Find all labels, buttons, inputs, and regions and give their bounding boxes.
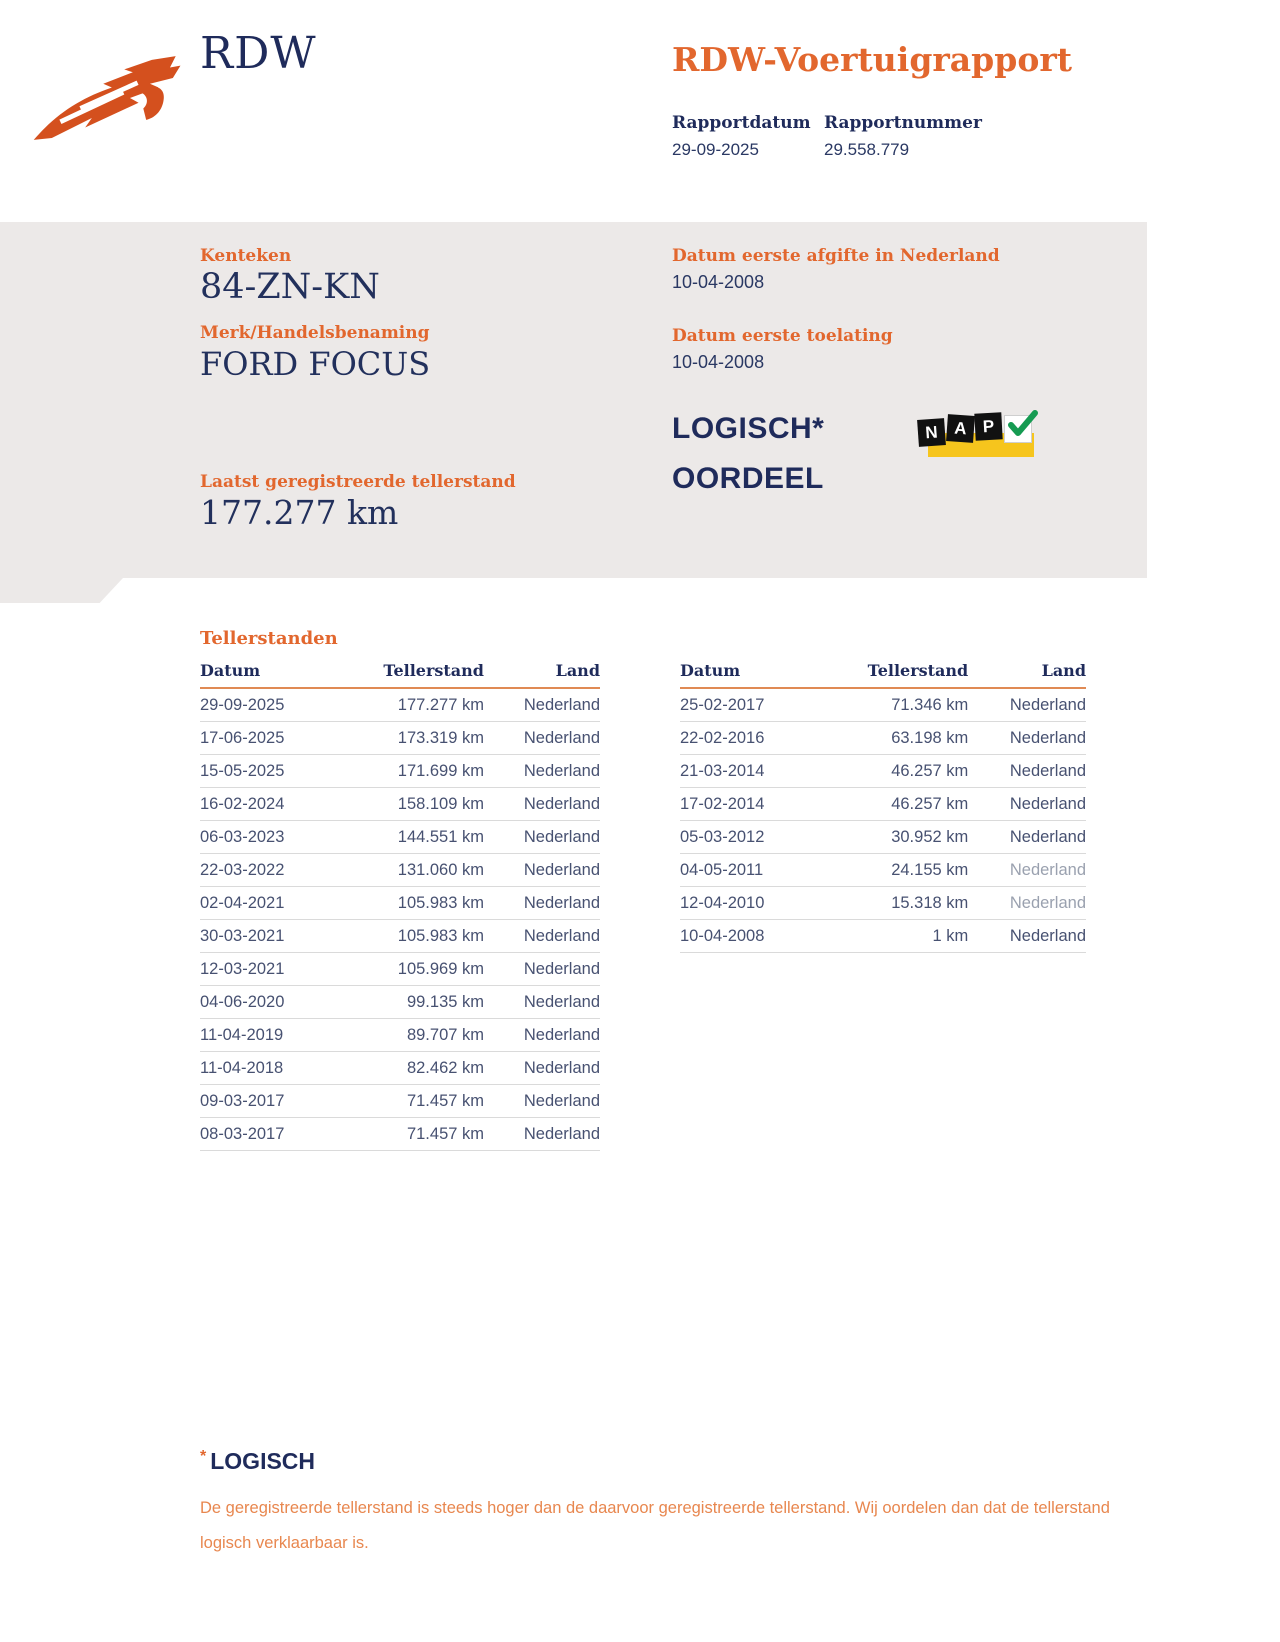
report-date-value: 29-09-2025 <box>672 140 759 159</box>
tellerstand-row <box>680 788 1086 821</box>
datum-cell: 12-04-2010 <box>680 887 842 920</box>
footnote-title-text: LOGISCH <box>210 1448 316 1474</box>
tellerstand-row <box>200 887 600 920</box>
tellerstand-cell: 71.346 km <box>842 688 968 722</box>
column-header-land: Land <box>968 661 1086 688</box>
tellerstand-cell: 105.983 km <box>360 920 484 953</box>
datum-cell: 04-06-2020 <box>200 986 360 1019</box>
tellerstand-cell: 71.457 km <box>360 1118 484 1151</box>
tellerstand-row <box>200 755 600 788</box>
land-cell: Nederland <box>484 920 600 953</box>
nap-check-icon <box>1004 415 1032 443</box>
eerste-toelating-value: 10-04-2008 <box>672 352 765 372</box>
datum-cell: 17-02-2014 <box>680 788 842 821</box>
rdw-wordmark: RDW <box>200 28 317 79</box>
datum-cell: 17-06-2025 <box>200 722 360 755</box>
report-number-label: Rapportnummer <box>824 113 982 133</box>
tellerstand-row <box>200 953 600 986</box>
tellerstand-row <box>680 854 1086 887</box>
nap-logo <box>918 412 1036 460</box>
tellerstand-cell: 105.969 km <box>360 953 484 986</box>
datum-cell: 10-04-2008 <box>680 920 842 953</box>
land-cell: Nederland <box>484 986 600 1019</box>
column-header-datum: Datum <box>200 661 360 688</box>
datum-cell: 05-03-2012 <box>680 821 842 854</box>
datum-cell: 11-04-2019 <box>200 1019 360 1052</box>
land-cell: Nederland <box>484 953 600 986</box>
tellerstanden-section <box>200 628 1086 1151</box>
merk-value: FORD FOCUS <box>200 345 431 383</box>
oordeel-verdict <box>672 404 824 504</box>
tellerstand-row <box>200 688 600 722</box>
land-cell: Nederland <box>484 854 600 887</box>
datum-cell: 30-03-2021 <box>200 920 360 953</box>
report-number-block <box>824 113 982 160</box>
datum-cell: 08-03-2017 <box>200 1118 360 1151</box>
asterisk-marker: * <box>200 1448 207 1465</box>
tellerstanden-title: Tellerstanden <box>200 628 338 649</box>
tellerstand-row <box>200 854 600 887</box>
datum-cell: 11-04-2018 <box>200 1052 360 1085</box>
tellerstand-row <box>680 821 1086 854</box>
rdw-logo-icon <box>28 50 190 146</box>
vehicle-summary-panel <box>0 222 1147 578</box>
tellerstand-cell: 131.060 km <box>360 854 484 887</box>
tellerstand-row <box>200 986 600 1019</box>
land-cell: Nederland <box>968 688 1086 722</box>
datum-cell: 25-02-2017 <box>680 688 842 722</box>
tellerstand-row <box>680 722 1086 755</box>
land-cell: Nederland <box>968 788 1086 821</box>
land-cell: Nederland <box>484 722 600 755</box>
datum-cell: 22-02-2016 <box>680 722 842 755</box>
datum-cell: 16-02-2024 <box>200 788 360 821</box>
datum-cell: 06-03-2023 <box>200 821 360 854</box>
tellerstand-row <box>200 722 600 755</box>
oordeel-line2: OORDEEL <box>672 462 824 495</box>
logisch-footnote <box>200 1448 1135 1561</box>
tellerstand-cell: 24.155 km <box>842 854 968 887</box>
datum-cell: 09-03-2017 <box>200 1085 360 1118</box>
tellerstand-row <box>680 688 1086 722</box>
land-cell: Nederland <box>484 887 600 920</box>
report-number-value: 29.558.779 <box>824 140 910 159</box>
datum-cell: 22-03-2022 <box>200 854 360 887</box>
land-cell: Nederland <box>968 722 1086 755</box>
eerste-afgifte-value: 10-04-2008 <box>672 272 765 292</box>
datum-cell: 29-09-2025 <box>200 688 360 722</box>
eerste-afgifte-label: Datum eerste afgifte in Nederland <box>672 246 1000 266</box>
eerste-toelating-label: Datum eerste toelating <box>672 326 893 346</box>
datum-cell: 15-05-2025 <box>200 755 360 788</box>
tellerstand-row <box>200 821 600 854</box>
land-cell: Nederland <box>484 821 600 854</box>
datum-cell: 21-03-2014 <box>680 755 842 788</box>
land-cell: Nederland <box>484 1085 600 1118</box>
tellerstand-row <box>680 887 1086 920</box>
land-cell: Nederland <box>484 755 600 788</box>
tellerstand-row <box>680 755 1086 788</box>
column-header-datum: Datum <box>680 661 842 688</box>
tellerstand-cell: 144.551 km <box>360 821 484 854</box>
merk-label: Merk/Handelsbenaming <box>200 323 430 343</box>
tellerstand-cell: 171.699 km <box>360 755 484 788</box>
report-date-block <box>672 113 824 160</box>
land-cell: Nederland <box>968 755 1086 788</box>
report-meta <box>672 40 1072 160</box>
column-header-tellerstand: Tellerstand <box>360 661 484 688</box>
nap-letter-p: P <box>974 412 1002 440</box>
land-cell: Nederland <box>484 788 600 821</box>
land-cell: Nederland <box>484 688 600 722</box>
tellerstand-cell: 177.277 km <box>360 688 484 722</box>
tellerstand-row <box>200 788 600 821</box>
land-cell: Nederland <box>968 920 1086 953</box>
tellerstand-cell: 46.257 km <box>842 755 968 788</box>
tellerstand-cell: 46.257 km <box>842 788 968 821</box>
nap-letter-a: A <box>946 414 975 443</box>
land-cell: Nederland <box>968 854 1086 887</box>
tellerstand-cell: 89.707 km <box>360 1019 484 1052</box>
land-cell: Nederland <box>484 1118 600 1151</box>
tellerstand-row <box>200 920 600 953</box>
datum-cell: 12-03-2021 <box>200 953 360 986</box>
laatste-tellerstand-value: 177.277 km <box>200 493 399 532</box>
tellerstanden-table-left <box>200 661 600 1151</box>
tellerstand-cell: 82.462 km <box>360 1052 484 1085</box>
tellerstanden-table-right <box>680 661 1086 953</box>
tellerstand-cell: 1 km <box>842 920 968 953</box>
tellerstand-row <box>200 1118 600 1151</box>
column-header-land: Land <box>484 661 600 688</box>
footnote-title <box>200 1448 1135 1475</box>
table-header-row <box>680 661 1086 688</box>
laatste-tellerstand-label: Laatst geregistreerde tellerstand <box>200 472 516 492</box>
kenteken-label: Kenteken <box>200 246 292 266</box>
datum-cell: 04-05-2011 <box>680 854 842 887</box>
tellerstand-row <box>680 920 1086 953</box>
report-header <box>0 0 1280 222</box>
nap-letter-n: N <box>917 418 946 447</box>
tellerstand-row <box>200 1019 600 1052</box>
tellerstand-cell: 173.319 km <box>360 722 484 755</box>
column-header-tellerstand: Tellerstand <box>842 661 968 688</box>
report-title: RDW-Voertuigrapport <box>672 40 1072 79</box>
land-cell: Nederland <box>484 1052 600 1085</box>
tellerstand-row <box>200 1052 600 1085</box>
footnote-text: De geregistreerde tellerstand is steeds hoger dan de daarvoor geregistreerde tellerstand. Wij oordelen dan dat de tellerstand logisch verklaarbaar is. <box>200 1499 1110 1552</box>
tellerstand-cell: 99.135 km <box>360 986 484 1019</box>
table-header-row <box>200 661 600 688</box>
oordeel-line1: LOGISCH* <box>672 412 825 445</box>
tellerstand-cell: 63.198 km <box>842 722 968 755</box>
tellerstand-cell: 158.109 km <box>360 788 484 821</box>
tellerstand-cell: 71.457 km <box>360 1085 484 1118</box>
report-date-label: Rapportdatum <box>672 113 811 133</box>
tellerstand-row <box>200 1085 600 1118</box>
datum-cell: 02-04-2021 <box>200 887 360 920</box>
land-cell: Nederland <box>968 887 1086 920</box>
tellerstand-cell: 105.983 km <box>360 887 484 920</box>
land-cell: Nederland <box>968 821 1086 854</box>
land-cell: Nederland <box>484 1019 600 1052</box>
tellerstand-cell: 15.318 km <box>842 887 968 920</box>
tellerstand-cell: 30.952 km <box>842 821 968 854</box>
kenteken-value: 84-ZN-KN <box>200 267 380 307</box>
